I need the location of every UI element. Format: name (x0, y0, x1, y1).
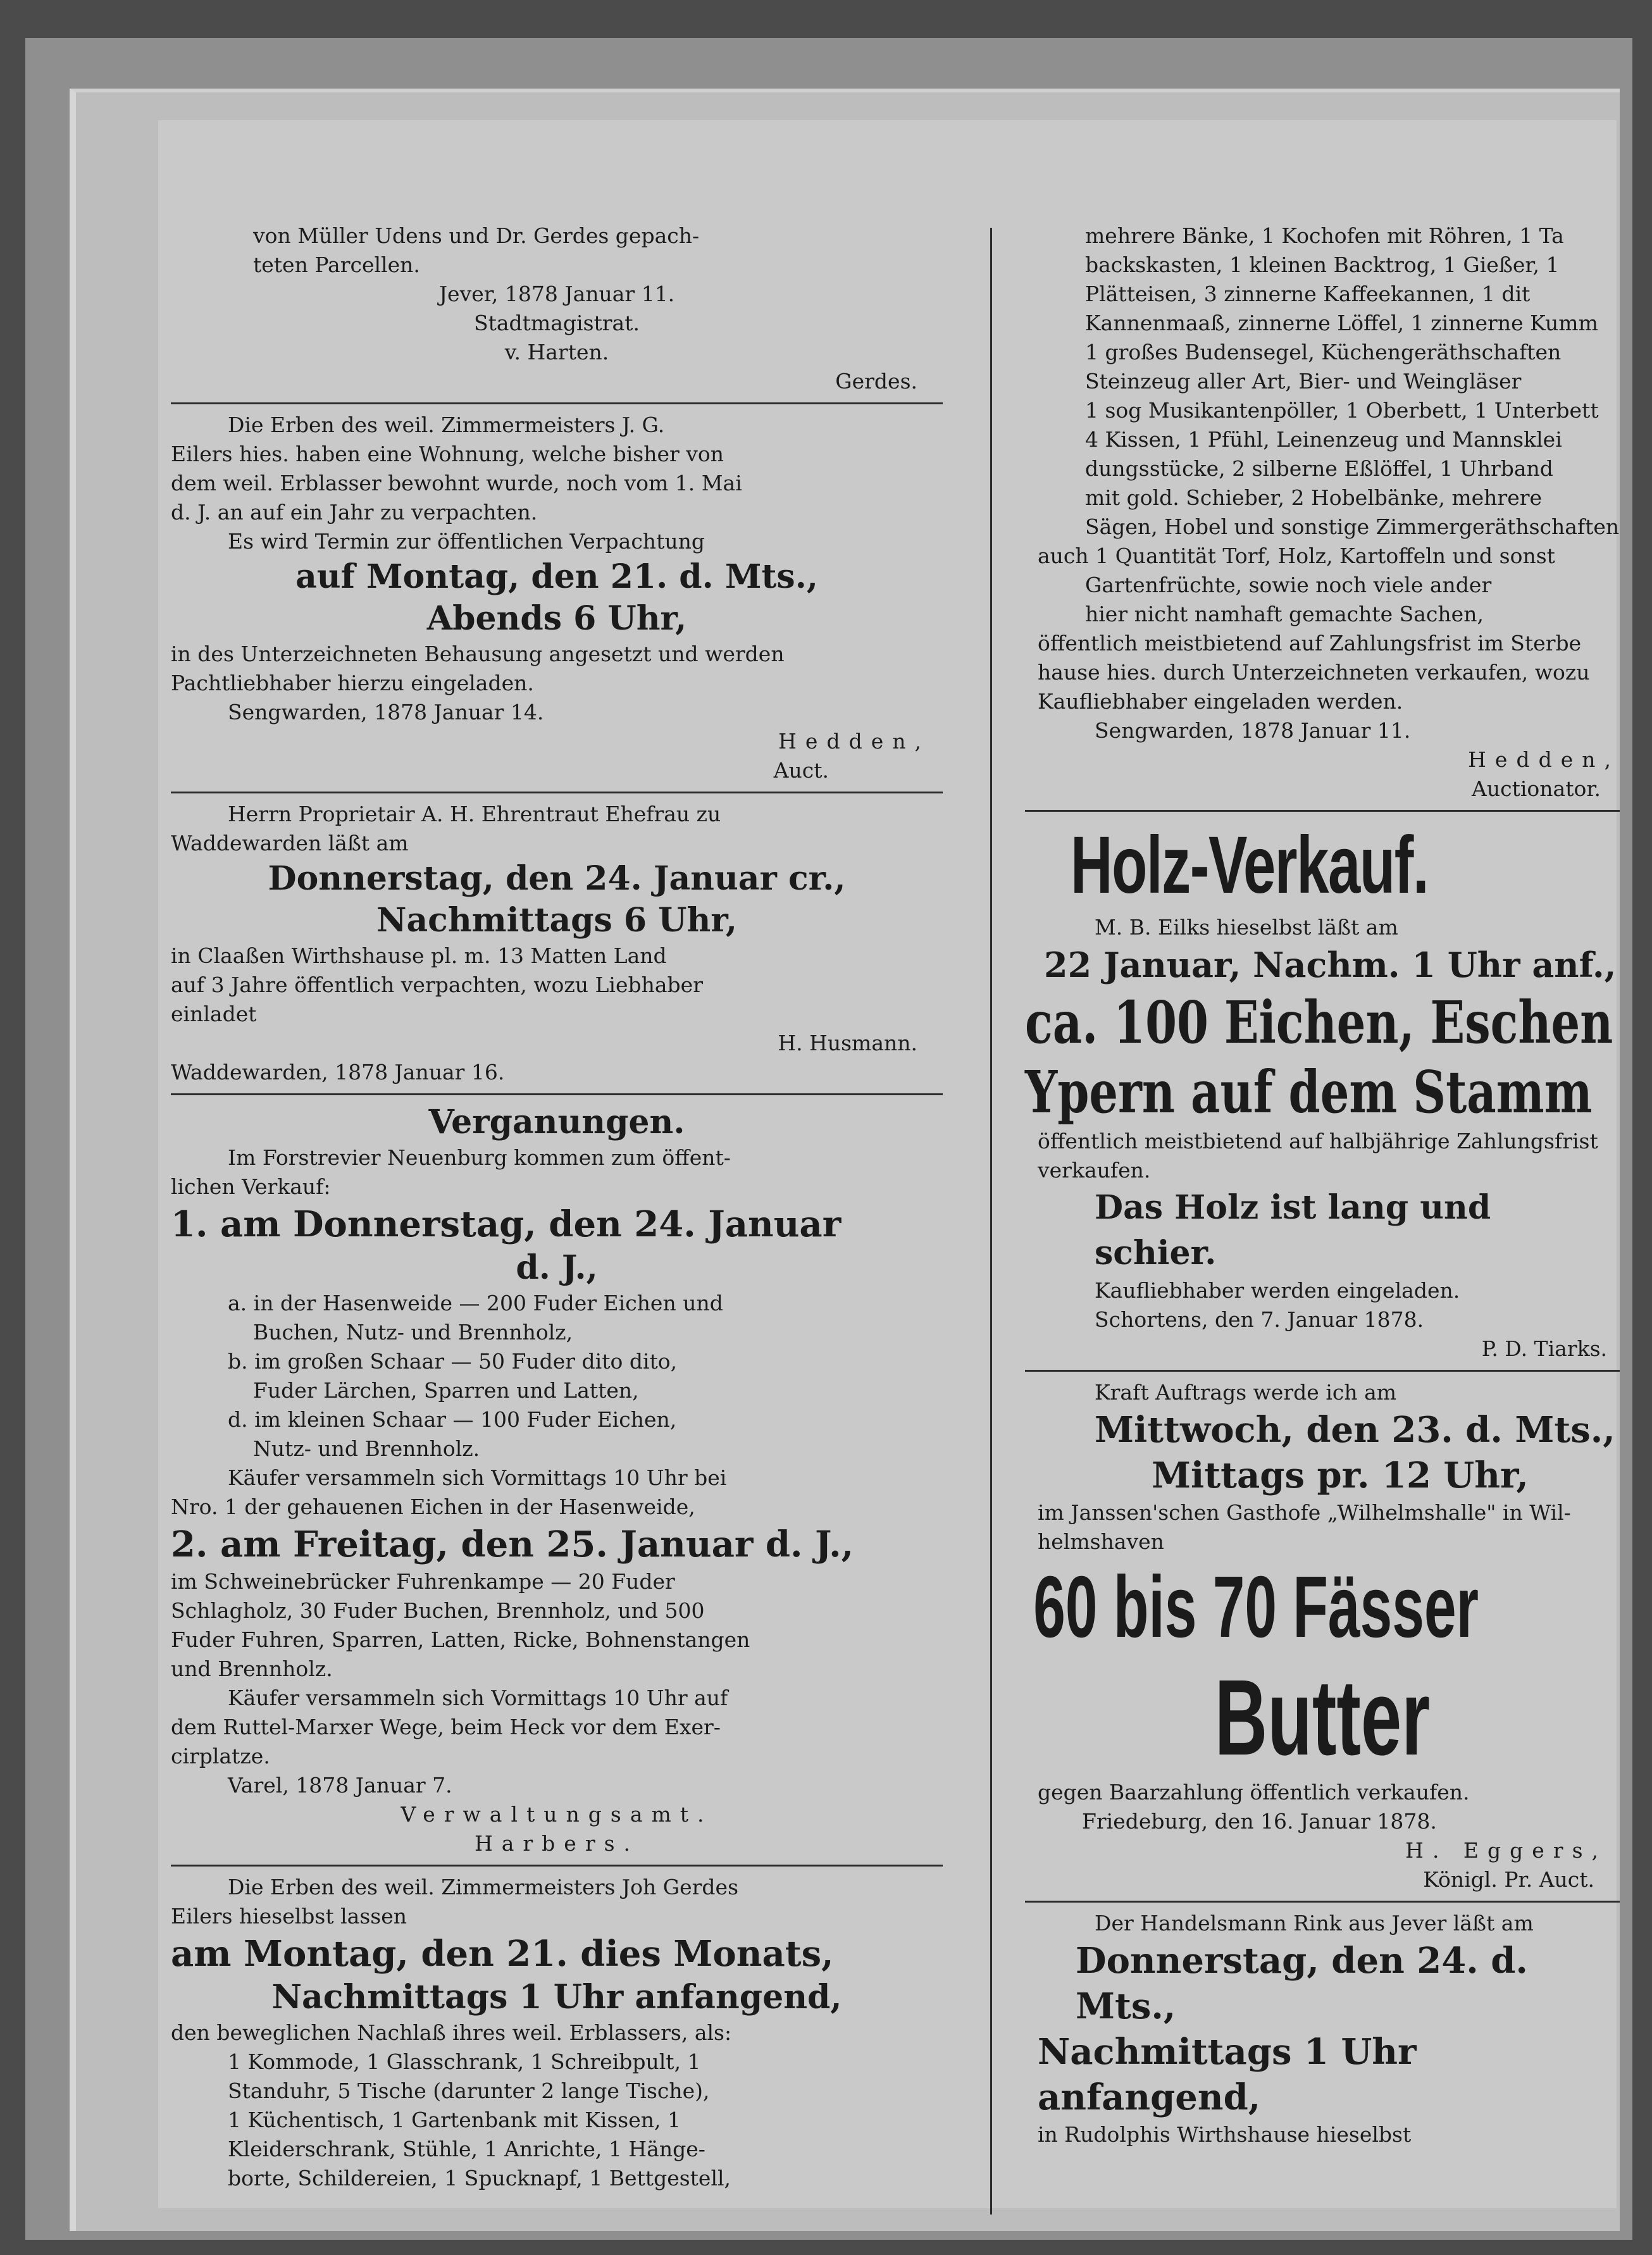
office: Stadtmagistrat. (474, 311, 640, 335)
section-heading: Verganungen. (428, 1103, 685, 1141)
headline: Mittwoch, den 23. d. Mts., (1095, 1409, 1615, 1451)
text-line: Kaufliebhaber werden eingeladen. (1095, 1278, 1460, 1303)
divider (1025, 810, 1620, 812)
text-line: 1 großes Budensegel, Küchengeräthschaften (1085, 340, 1562, 364)
text-line: Im Forstrevier Neuenburg kommen zum öffent- (228, 1145, 731, 1170)
text-line: gegen Baarzahlung öffentlich verkaufen. (1038, 1780, 1470, 1805)
text-line: von Müller Udens und Dr. Gerdes gepach- (253, 223, 700, 248)
ad-butter-sale (1025, 1378, 1620, 1894)
signature: v. Harten. (504, 340, 609, 364)
text-line: Pachtliebhaber hierzu eingeladen. (171, 671, 534, 695)
place-date: Varel, 1878 Januar 7. (228, 1773, 452, 1798)
headline: Donnerstag, den 24. d. Mts., (1076, 1940, 1528, 2027)
ad-apartment (171, 411, 943, 785)
ad-auctions (171, 1102, 943, 1858)
text-line: Plätteisen, 3 zinnerne Kaffeekannen, 1 dit (1085, 282, 1531, 306)
headline-large: Butter (1214, 1658, 1431, 1778)
text-line: öffentlich meistbietend auf Zahlungsfrist im Sterbe (1038, 631, 1582, 655)
title: Auctionator. (1472, 776, 1601, 801)
text-line: einladet (171, 1002, 257, 1026)
text-line: Nro. 1 der gehauenen Eichen in der Hasenweide, (171, 1494, 695, 1519)
text-line: b. im großen Schaar — 50 Fuder dito dito, (228, 1349, 678, 1374)
text-line: 1 Küchentisch, 1 Gartenbank mit Kissen, 1 (228, 2108, 681, 2132)
headline: Nachmittags 1 Uhr anfangend, (271, 1978, 842, 2016)
headline: Mittags pr. 12 Uhr, (1152, 1455, 1529, 1496)
text-line: backskasten, 1 kleinen Backtrog, 1 Gießer, 1 (1085, 252, 1560, 277)
headline: d. J., (516, 1248, 598, 1287)
divider (171, 1093, 943, 1095)
text-line: öffentlich meistbietend auf halbjährige Zahlungsfrist (1038, 1129, 1598, 1153)
place-date: Schortens, den 7. Januar 1878. (1095, 1307, 1424, 1332)
text-line: Kannenmaaß, zinnerne Löffel, 1 zinnerne Kumm (1085, 311, 1598, 335)
place-date: Waddewarden, 1878 Januar 16. (171, 1060, 505, 1084)
text-line: Fuder Fuhren, Sparren, Latten, Ricke, Bohnenstangen (171, 1627, 750, 1652)
text-line: d. J. an auf ein Jahr zu verpachten. (171, 500, 538, 525)
signature: Gerdes. (835, 369, 917, 394)
divider (171, 792, 943, 793)
place-date: Jever, 1878 Januar 11. (438, 282, 675, 306)
divider (171, 1865, 943, 1867)
headline: 22 Januar, Nachm. 1 Uhr anf., (1044, 945, 1617, 985)
text-line: Eilers hieselbst lassen (171, 1904, 407, 1929)
text-line: Gartenfrüchte, sowie noch viele ander (1085, 573, 1492, 597)
headline: Abends 6 Uhr, (426, 599, 687, 638)
text-line: Buchen, Nutz- und Brennholz, (253, 1320, 573, 1345)
text-line: 1 sog Musikantenpöller, 1 Oberbett, 1 Unterbett (1085, 398, 1599, 423)
text-line: Kraft Auftrags werde ich am (1095, 1380, 1397, 1405)
place-date: Friedeburg, den 16. Januar 1878. (1082, 1809, 1437, 1834)
text-line: dem weil. Erblasser bewohnt wurde, noch vom 1. Mai (171, 471, 742, 495)
ad-parcels (171, 221, 943, 396)
text-line: mit gold. Schieber, 2 Hobelbänke, mehrere (1085, 485, 1543, 510)
text-line: Fuder Lärchen, Sparren und Latten, (253, 1378, 639, 1403)
text-line: hause hies. durch Unterzeichneten verkaufen, wozu (1038, 660, 1590, 685)
text-line: a. in der Hasenweide — 200 Fuder Eichen und (228, 1291, 723, 1315)
signature: Hedden, (1468, 747, 1620, 772)
headline: Donnerstag, den 24. Januar cr., (268, 859, 846, 898)
text-line: Steinzeug aller Art, Bier- und Weingläser (1085, 369, 1522, 394)
text-line: teten Parcellen. (253, 252, 420, 277)
text-line: mehrere Bänke, 1 Kochofen mit Röhren, 1 Ta (1085, 223, 1564, 248)
text-line: in des Unterzeichneten Behausung angesetzt und werden (171, 642, 785, 666)
text-line: Eilers hies. haben eine Wohnung, welche bisher von (171, 442, 724, 466)
text-line: und Brennholz. (171, 1656, 333, 1681)
text-line: Standuhr, 5 Tische (darunter 2 lange Tische), (228, 2078, 710, 2103)
text-line: Käufer versammeln sich Vormittags 10 Uhr auf (228, 1686, 728, 1710)
text-line: auch 1 Quantität Torf, Holz, Kartoffeln und sonst (1038, 544, 1555, 568)
title: Auct. (773, 758, 829, 783)
place-date: Sengwarden, 1878 Januar 14. (228, 700, 544, 724)
text-line: Die Erben des weil. Zimmermeisters J. G. (228, 413, 665, 437)
headline: Das Holz ist lang und schier. (1095, 1188, 1491, 1272)
ad-estate-continued (1025, 221, 1620, 804)
text-line: auf 3 Jahre öffentlich verpachten, wozu Liebhaber (171, 972, 703, 997)
ad-estate-sale (171, 1873, 943, 2193)
text-line: Herrn Proprietair A. H. Ehrentraut Ehefrau zu (228, 802, 721, 826)
office: Verwaltungsamt. (401, 1802, 713, 1827)
column-separator (990, 228, 992, 2215)
text-line: helmshaven (1038, 1529, 1164, 1554)
signature: P. D. Tiarks. (1481, 1336, 1607, 1361)
headline-large: 60 bis 70 Fässer (1033, 1558, 1479, 1656)
headline: auf Montag, den 21. d. Mts., (295, 557, 818, 596)
text-line: Die Erben des weil. Zimmermeisters Joh Gerdes (228, 1875, 739, 1899)
divider (1025, 1370, 1620, 1372)
text-line: dungsstücke, 2 silberne Eßlöffel, 1 Uhrband (1085, 456, 1553, 481)
text-line: Der Handelsmann Rink aus Jever läßt am (1095, 1911, 1534, 1935)
ad-rink-sale (1025, 1909, 1620, 2149)
ad-lease-land (171, 800, 943, 1087)
text-line: lichen Verkauf: (171, 1174, 331, 1199)
text-line: Kaufliebhaber eingeladen werden. (1038, 689, 1403, 714)
text-line: Waddewarden läßt am (171, 831, 409, 855)
right-column (1025, 221, 1620, 2149)
text-line: d. im kleinen Schaar — 100 Fuder Eichen, (228, 1407, 677, 1432)
text-line: Schlagholz, 30 Fuder Buchen, Brennholz, und 500 (171, 1598, 705, 1623)
headline: 1. am Donnerstag, den 24. Januar (171, 1203, 842, 1245)
text-line: 4 Kissen, 1 Pfühl, Leinenzeug und Mannsklei (1085, 427, 1562, 452)
text-line: Käufer versammeln sich Vormittags 10 Uhr bei (228, 1465, 727, 1490)
text-line: Es wird Termin zur öffentlichen Verpachtung (228, 529, 705, 554)
text-line: Kleiderschrank, Stühle, 1 Anrichte, 1 Hänge- (228, 2137, 705, 2161)
ad-wood-sale (1025, 818, 1620, 1364)
text-line: M. B. Eilks hieselbst läßt am (1095, 915, 1398, 940)
text-line: dem Ruttel-Marxer Wege, beim Heck vor dem Exer- (171, 1715, 721, 1739)
text-line: 1 Kommode, 1 Glasschrank, 1 Schreibpult, 1 (228, 2049, 701, 2074)
headline-large: Ypern auf dem Stamm (1025, 1058, 1593, 1126)
headline-large: ca. 100 Eichen, Eschen (1025, 988, 1613, 1057)
place-date: Sengwarden, 1878 Januar 11. (1095, 718, 1411, 743)
divider (171, 402, 943, 404)
left-column (171, 221, 943, 2193)
text-line: hier nicht namhaft gemachte Sachen, (1085, 602, 1484, 626)
text-line: Nutz- und Brennholz. (253, 1436, 480, 1461)
divider (1025, 1901, 1620, 1903)
signature: H. Eggers, (1405, 1838, 1607, 1863)
signature: H. Husmann. (778, 1031, 917, 1055)
headline: Nachmittags 1 Uhr anfangend, (1038, 2031, 1417, 2118)
headline-large: Holz-Verkauf. (1071, 820, 1429, 910)
text-line: den beweglichen Nachlaß ihres weil. Erblassers, als: (171, 2020, 732, 2045)
headline: am Montag, den 21. dies Monats, (171, 1933, 834, 1975)
text-line: borte, Schildereien, 1 Spucknapf, 1 Bettgestell, (228, 2166, 731, 2190)
text-line: im Schweinebrücker Fuhrenkampe — 20 Fuder (171, 1569, 675, 1594)
signature: Harbers. (474, 1831, 640, 1856)
text-line: im Janssen'schen Gasthofe „Wilhelmshalle" in Wil- (1038, 1500, 1571, 1525)
signature: Hedden, (778, 729, 930, 754)
text-line: in Claaßen Wirthshause pl. m. 13 Matten Land (171, 943, 667, 968)
headline: Nachmittags 6 Uhr, (376, 901, 738, 940)
text-line: in Rudolphis Wirthshause hieselbst (1038, 2122, 1412, 2147)
headline: 2. am Freitag, den 25. Januar d. J., (171, 1524, 854, 1565)
text-line: Sägen, Hobel und sonstige Zimmergeräthschaften (1085, 514, 1620, 539)
text-line: cirplatze. (171, 1744, 270, 1768)
title: Königl. Pr. Auct. (1423, 1867, 1594, 1892)
text-line: verkaufen. (1038, 1158, 1151, 1183)
